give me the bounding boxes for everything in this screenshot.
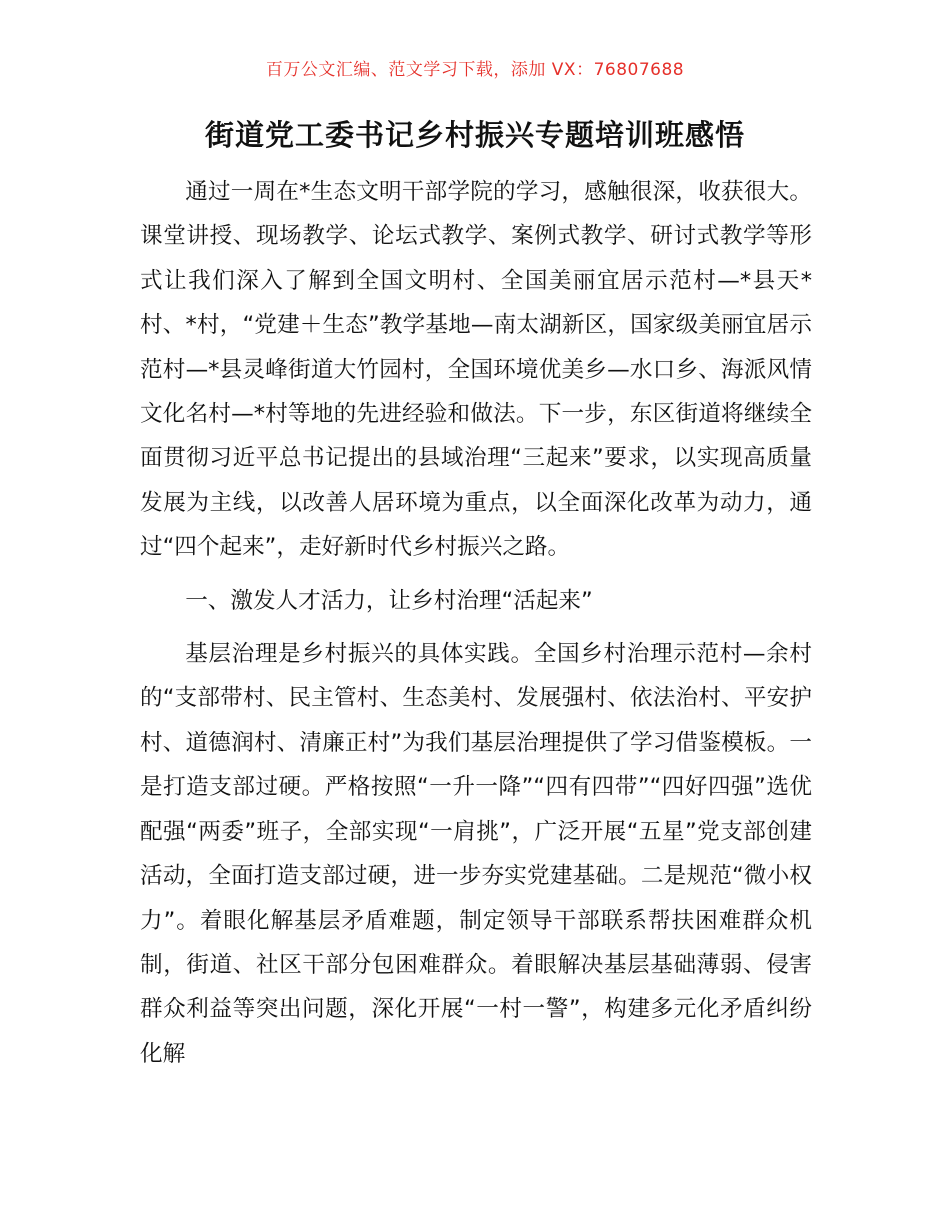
document-body <box>140 170 812 1076</box>
header-banner <box>0 58 950 82</box>
section-heading-1: 一、激发人才活力，让乡村治理“活起来” <box>185 587 593 614</box>
document-title: 街道党工委书记乡村振兴专题培训班感悟 <box>204 118 745 152</box>
paragraph-intro: 通过一周在*生态文明干部学院的学习，感触很深，收获很大。课堂讲授、现场教学、论坛式教学、案例式教学、研讨式教学等形式让我们深入了解到全国文明村、全国美丽宜居示范村—*县天*村、*村，“党建＋生态”教学基地—南太湖新区，国家级美丽宜居示范村—*县灵峰街道大竹园村，全国环境优美乡—水口乡、海派风情文化名村—*村等地的先进经验和做法。下一步，东区街道将继续全面贯彻习近平总书记提出的县域治理“三起来”要求，以实现高质量发展为主线，以改善人居环境为重点，以全面深化改革为动力，通过“四个起来”，走好新时代乡村振兴之路。 <box>140 179 812 561</box>
banner-text: 百万公文汇编、范文学习下载，添加 VX：76807688 <box>265 60 685 80</box>
paragraph-section-1: 基层治理是乡村振兴的具体实践。全国乡村治理示范村—余村的“支部带村、民主管村、生态美村、发展强村、依法治村、平安护村、道德润村、清廉正村”为我们基层治理提供了学习借鉴模板。一是打造支部过硬。严格按照“一升一降”“四有四带”“四好四强”选优配强“两委”班子，全部实现“一肩挑”，广泛开展“五星”党支部创建活动，全面打造支部过硬，进一步夯实党建基础。二是规范“微小权力”。着眼化解基层矛盾难题，制定领导干部联系帮扶困难群众机制，街道、社区干部分包困难群众。着眼解决基层基础薄弱、侵害群众利益等突出问题，深化开展“一村一警”，构建多元化矛盾纠纷化解 <box>140 641 812 1067</box>
